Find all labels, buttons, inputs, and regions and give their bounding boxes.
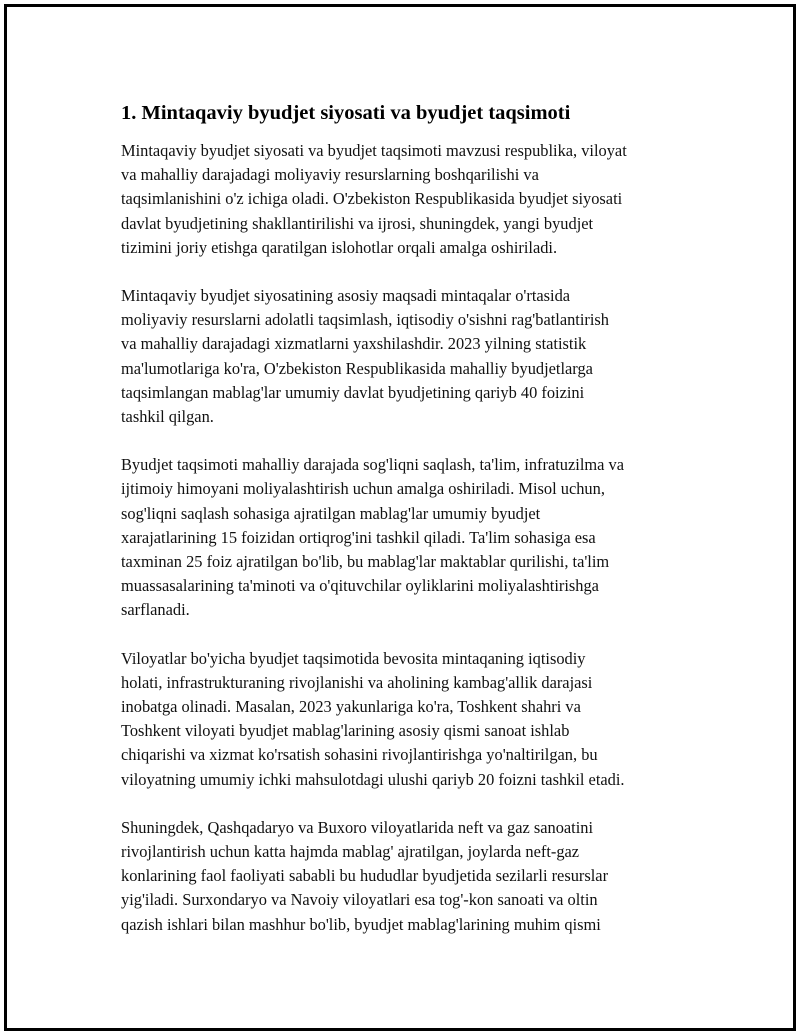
page-frame (4, 4, 796, 1031)
paragraph-line: rivojlantirish uchun katta hajmda mablag' ajratilgan, joylarda neft-gaz (121, 842, 580, 862)
paragraph-5 (121, 816, 701, 937)
paragraph-1 (121, 139, 701, 260)
paragraph-line: Mintaqaviy byudjet siyosati va byudjet taqsimoti mavzusi respublika, viloyat (121, 141, 627, 160)
paragraph-line: davlat byudjetining shakllantirilishi va ijrosi, shuningdek, yangi byudjet (121, 213, 594, 233)
paragraph-line: taxminan 25 foiz ajratilgan bo'lib, bu mablag'lar maktablar qurilishi, ta'lim (121, 552, 610, 572)
paragraph-2 (121, 284, 701, 429)
paragraph-line: inobatga olinadi. Masalan, 2023 yakunlariga ko'ra, Toshkent shahri va (121, 697, 581, 717)
section-heading: 1. Mintaqaviy byudjet siyosati va byudjet taqsimoti (121, 102, 571, 124)
paragraph-line: va mahalliy darajadagi xizmatlarni yaxshilashdir. 2023 yilning statistik (121, 334, 587, 354)
paragraph-3 (121, 453, 701, 622)
paragraph-line: sog'liqni saqlash sohasiga ajratilgan mablag'lar umumiy byudjet (121, 503, 541, 523)
paragraph-line: va mahalliy darajadagi moliyaviy resurslarning boshqarilishi va (121, 165, 539, 185)
paragraph-line: taqsimlangan mablag'lar umumiy davlat byudjetining qariyb 40 foizini (121, 382, 585, 402)
document-body (121, 99, 701, 961)
paragraph-line: tizimini joriy etishga qaratilgan islohotlar orqali amalga oshiriladi. (121, 237, 558, 257)
paragraph-line: yig'iladi. Surxondaryo va Navoiy viloyatlari esa tog'-kon sanoati va oltin (121, 890, 598, 910)
paragraph-line: sarflanadi. (121, 600, 190, 620)
paragraph-line: ijtimoiy himoyani moliyalashtirish uchun amalga oshiriladi. Misol uchun, (121, 479, 605, 499)
paragraph-4 (121, 647, 701, 792)
paragraph-line: holati, infrastrukturaning rivojlanishi va aholining kambag'allik darajasi (121, 672, 593, 692)
paragraph-line: Shuningdek, Qashqadaryo va Buxoro viloyatlarida neft va gaz sanoatini (121, 817, 594, 837)
paragraph-line: Byudjet taqsimoti mahalliy darajada sog'liqni saqlash, ta'lim, infratuzilma va (121, 455, 624, 475)
paragraph-line: qazish ishlari bilan mashhur bo'lib, byudjet mablag'larining muhim qismi (121, 914, 601, 934)
paragraph-line: muassasalarining ta'minoti va o'qituvchilar oyliklarini moliyalashtirishga (121, 576, 599, 596)
paragraph-line: viloyatning umumiy ichki mahsulotdagi ulushi qariyb 20 foizni tashkil etadi. (121, 769, 625, 789)
paragraph-line: chiqarishi va xizmat ko'rsatish sohasini rivojlantirishga yo'naltirilgan, bu (121, 745, 598, 765)
paragraph-line: moliyaviy resurslarni adolatli taqsimlash, iqtisodiy o'sishni rag'batlantirish (121, 310, 609, 330)
paragraph-line: Mintaqaviy byudjet siyosatining asosiy maqsadi mintaqalar o'rtasida (121, 286, 571, 306)
paragraph-line: tashkil qilgan. (121, 407, 214, 427)
paragraph-line: xarajatlarining 15 foizidan ortiqrog'ini tashkil qiladi. Ta'lim sohasiga esa (121, 527, 596, 547)
paragraph-line: konlarining faol faoliyati sababli bu hududlar byudjetida sezilarli resurslar (121, 866, 609, 886)
paragraph-line: Toshkent viloyati byudjet mablag'larining asosiy qismi sanoat ishlab (121, 721, 570, 741)
paragraph-line: taqsimlanishini o'z ichiga oladi. O'zbekiston Respublikasida byudjet siyosati (121, 189, 623, 209)
paragraph-line: Viloyatlar bo'yicha byudjet taqsimotida bevosita mintaqaning iqtisodiy (121, 648, 586, 668)
paragraph-line: ma'lumotlariga ko'ra, O'zbekiston Respublikasida mahalliy byudjetlarga (121, 358, 593, 378)
